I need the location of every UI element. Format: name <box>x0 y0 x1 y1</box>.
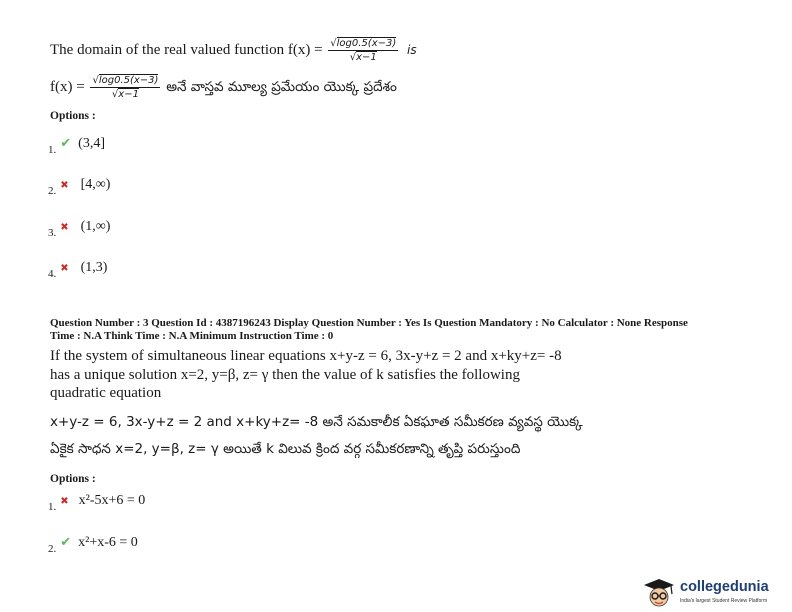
q2-meta-line-2: Time : N.A Think Time : N.A Minimum Instruction Time : 0 <box>50 330 334 342</box>
logo-tagline: India's largest Student Review Platform <box>680 598 768 604</box>
q1-fraction-te-denominator: x−1 <box>118 89 139 100</box>
q1-text-en: The domain of the real valued function f(x) = <box>50 41 323 58</box>
cross-icon: ✖ <box>60 496 69 507</box>
q1-options-label: Options : <box>50 110 96 122</box>
cross-icon: ✖ <box>60 180 69 191</box>
q1-option-2[interactable] <box>48 175 111 197</box>
q2-text-en-1: If the system of simultaneous linear equations x+y-z = 6, 3x-y+z = 2 and x+ky+z= -8 <box>50 348 562 364</box>
option-number: 4. <box>48 268 57 280</box>
q2-text-te-1: x+y-z = 6, 3x-y+z = 2 and x+ky+z= -8 అనే సమకాలీక ఏకఘాత సమీకరణ వ్యవస్థ యొక్క <box>50 414 583 430</box>
q1-prefix-te: f(x) = <box>50 78 85 95</box>
cross-icon: ✖ <box>60 263 69 274</box>
q2-options-label: Options : <box>50 473 96 485</box>
option-text: (3,4] <box>78 136 105 151</box>
q1-suffix: is <box>407 42 417 57</box>
option-text: (1,∞) <box>80 219 111 234</box>
q1-option-3[interactable] <box>48 217 111 239</box>
option-text: [4,∞) <box>80 177 111 192</box>
mascot-icon <box>640 577 678 609</box>
q2-option-2[interactable] <box>48 533 138 555</box>
q1-fraction-denominator: x−1 <box>356 52 377 63</box>
option-text: x²+x-6 = 0 <box>78 535 138 550</box>
option-number: 1. <box>48 501 57 513</box>
q1-fraction-numerator: log0.5(x−3) <box>336 38 397 49</box>
q1-option-4[interactable] <box>48 258 108 280</box>
q1-statement-en <box>50 38 417 63</box>
option-text: x²-5x+6 = 0 <box>78 493 146 508</box>
q2-option-1[interactable] <box>48 491 146 513</box>
q1-fraction-te-numerator: log0.5(x−3) <box>98 75 159 86</box>
option-text: (1,3) <box>80 260 108 275</box>
q1-text-te: అనే వాస్తవ మూల్య ప్రమేయం యొక్క ప్రదేశం <box>166 78 397 95</box>
option-number: 1. <box>48 144 57 156</box>
q1-fraction: $\frac{√\log 0.5(x-3)}{√x-1}$ <box>330 38 397 63</box>
q1-statement-te <box>50 75 397 100</box>
logo-title: collegedunia <box>680 579 769 595</box>
option-number: 2. <box>48 543 57 555</box>
collegedunia-logo <box>640 577 790 609</box>
check-icon: ✔ <box>60 136 72 151</box>
q2-meta-line-1: Question Number : 3 Question Id : 4387196243 Display Question Number : Yes Is Question Mandatory : No Calculator : None Response <box>50 317 688 329</box>
q2-text-en-3: quadratic equation <box>50 385 162 401</box>
check-icon: ✔ <box>60 535 72 550</box>
cross-icon: ✖ <box>60 222 69 233</box>
q1-option-1[interactable] <box>48 134 105 156</box>
option-number: 3. <box>48 227 57 239</box>
option-number: 2. <box>48 185 57 197</box>
q2-text-en-2: has a unique solution x=2, y=β, z= γ then the value of k satisfies the following <box>50 367 520 383</box>
q1-fraction-te: $\frac{√\log 0.5(x-3)}{√x-1}$ <box>92 75 159 100</box>
q2-text-te-2: ఏకైక సాధన x=2, y=β, z= γ అయితే k విలువ క్రింద వర్గ సమీకరణాన్ని తృప్తి పరుస్తుంది <box>50 441 521 457</box>
